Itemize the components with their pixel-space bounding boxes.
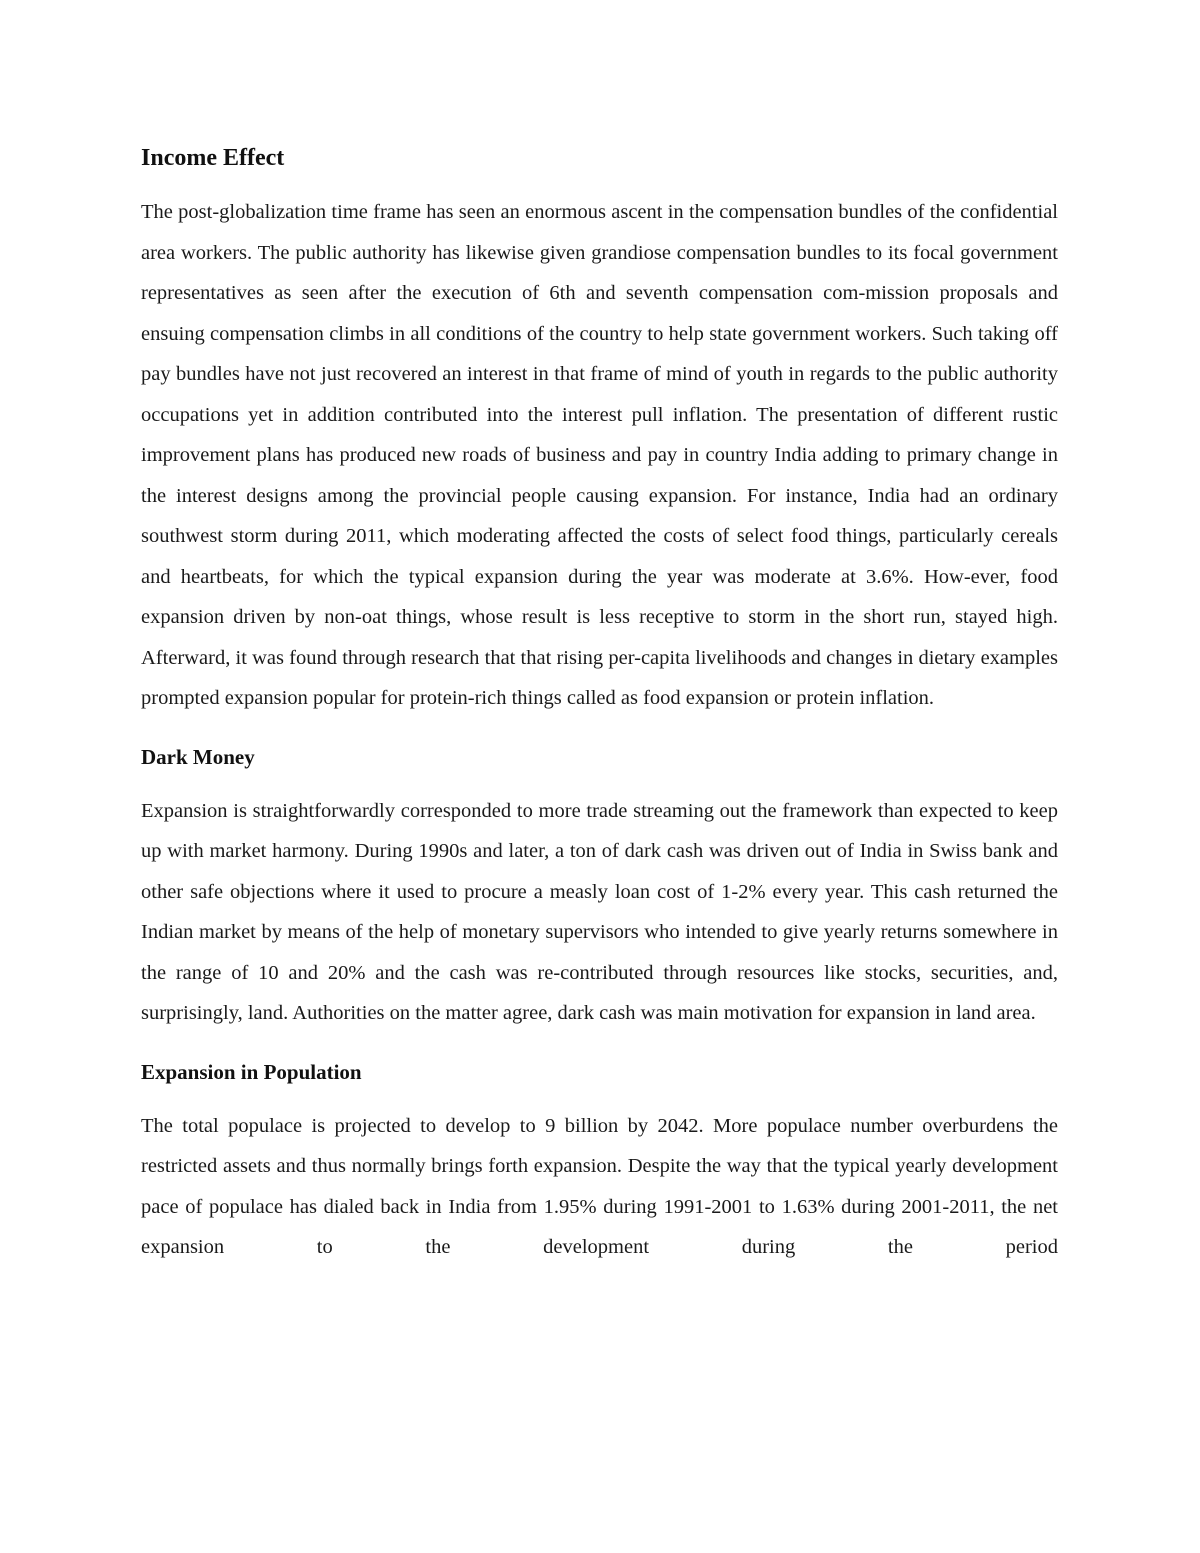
section-heading-expansion-in-population: Expansion in Population bbox=[141, 1059, 362, 1084]
section-heading-dark-money: Dark Money bbox=[141, 744, 255, 769]
document-page bbox=[141, 140, 1058, 1268]
section-body-dark-money: Expansion is straightforwardly corresponded to more trade streaming out the framework than expected to keep up with market harmony. During 1990s and later, a ton of dark cash was driven out of India in Swiss bank and other safe objections where it used to procure a measly loan cost of 1-2% every year. This cash returned the Indian market by means of the help of monetary supervisors who intended to give yearly returns somewhere in the range of 10 and 20% and the cash was re-contributed through resources like stocks, securities, and, surprisingly, land. Authorities on the matter agree, dark cash was main motivation for expansion in land area. bbox=[141, 799, 1058, 1024]
section-body-expansion-in-population: The total populace is projected to develop to 9 billion by 2042. More populace number overburdens the restricted assets and thus normally brings forth expansion. Despite the way that the typical yearly development pace of populace has dialed back in India from 1.95% during 1991-2001 to 1.63% during 2001-2011, the net expansion to the development during the period bbox=[141, 1114, 1058, 1258]
section-body-income-effect: The post-globalization time frame has seen an enormous ascent in the compensation bundles of the confidential area workers. The public authority has likewise given grandiose compensation bundles to its focal government representatives as seen after the execution of 6th and seventh compensation com-mission proposals and ensuing compensation climbs in all conditions of the country to help state government workers. Such taking off pay bundles have not just recovered an interest in that frame of mind of youth in regards to the public authority occupations yet in addition contributed into the interest pull inflation. The presentation of different rustic improvement plans has produced new roads of business and pay in country India adding to primary change in the interest designs among the provincial people causing expansion. For instance, India had an ordinary southwest storm during 2011, which moderating affected the costs of select food things, particularly cereals and heartbeats, for which the typical expansion during the year was moderate at 3.6%. How-ever, food expansion driven by non-oat things, whose result is less receptive to storm in the short run, stayed high. Afterward, it was found through research that that rising per-capita livelihoods and changes in dietary examples prompted expansion popular for protein-rich things called as food expansion or protein inflation. bbox=[141, 201, 1058, 709]
section-heading-income-effect: Income Effect bbox=[141, 145, 285, 171]
